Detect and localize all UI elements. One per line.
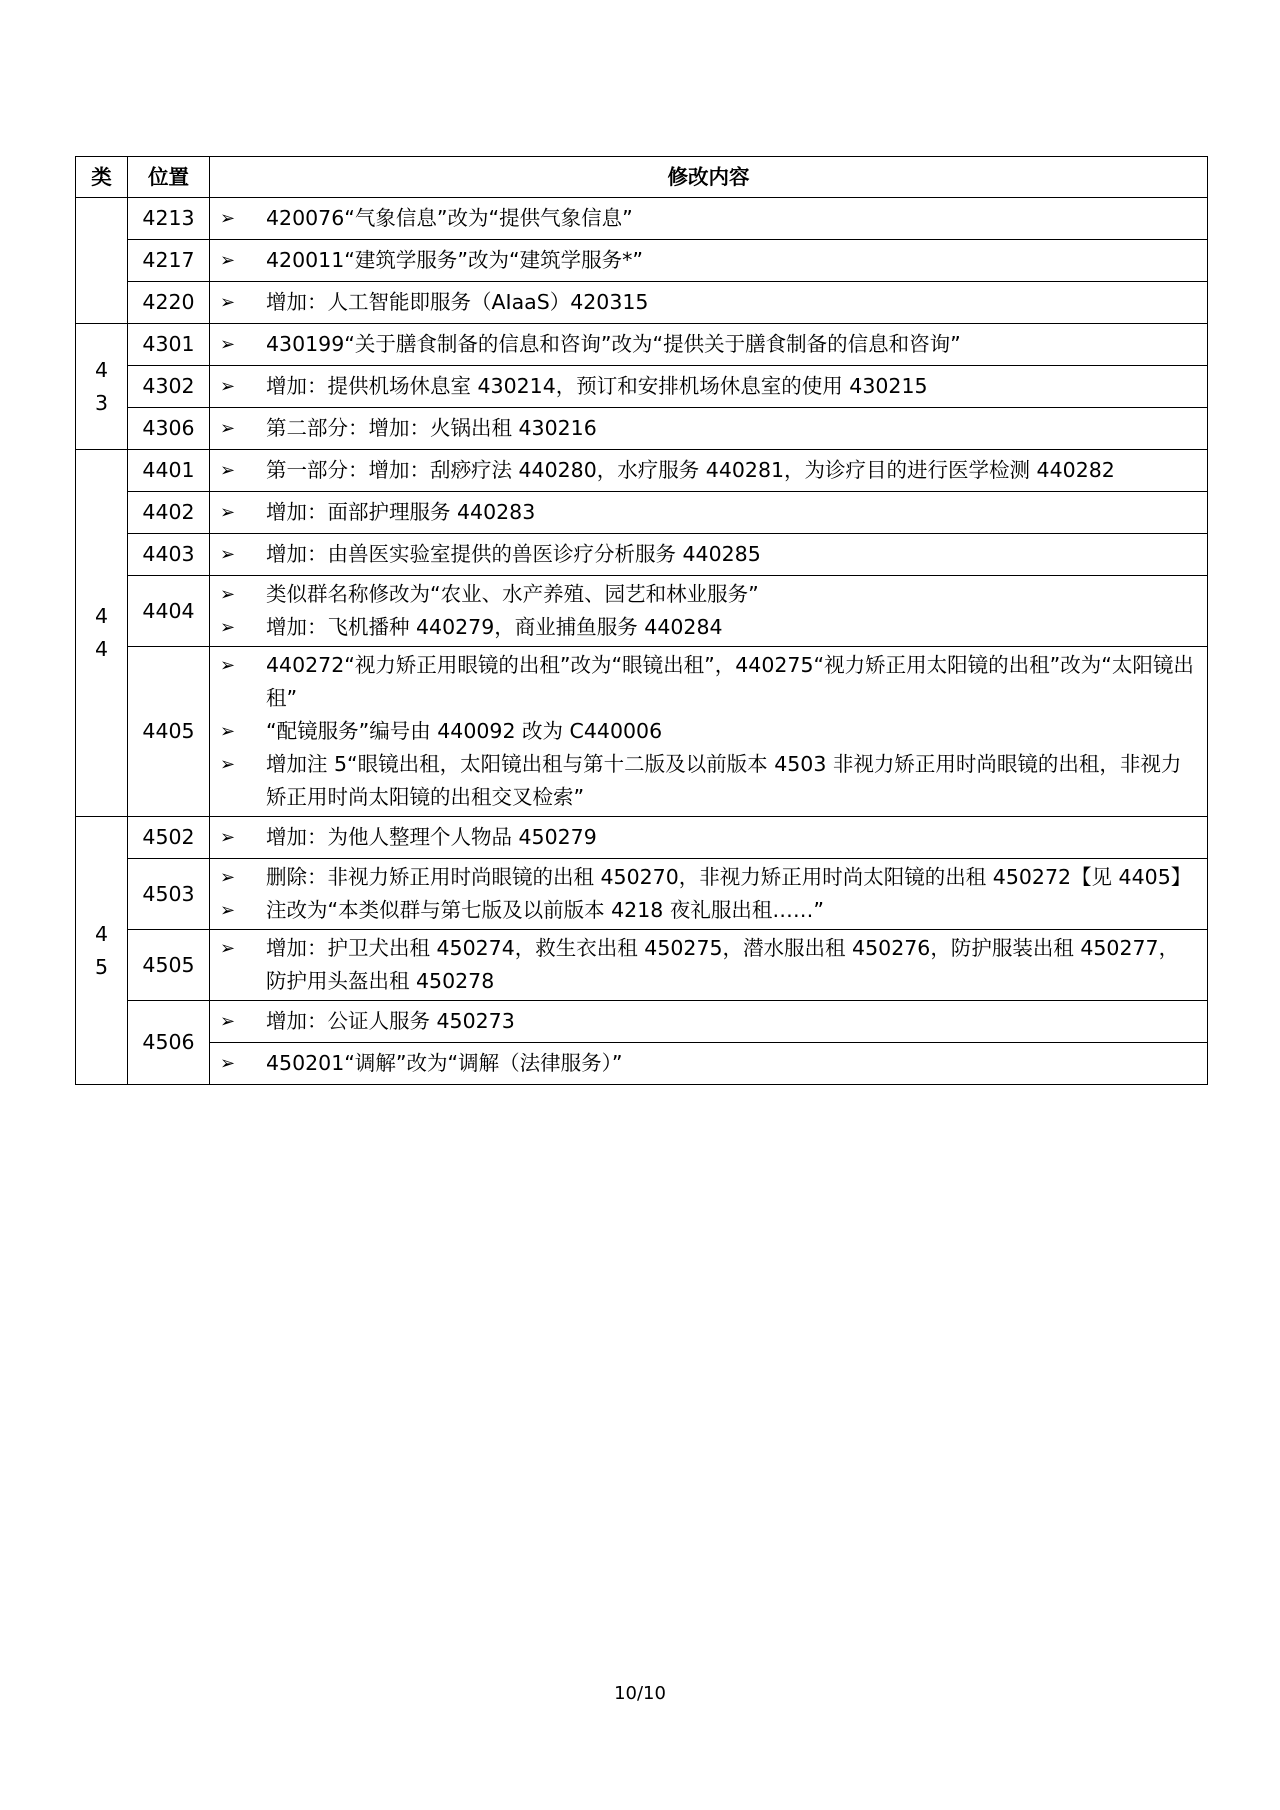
- position-cell: 4404: [128, 576, 210, 647]
- position-cell: 4503: [128, 859, 210, 930]
- list-item: [220, 894, 1197, 927]
- list-item: [220, 578, 1197, 611]
- arrow-bullet-icon: ➢: [220, 900, 236, 921]
- arrow-bullet-icon: ➢: [220, 544, 236, 565]
- arrow-bullet-icon: ➢: [220, 721, 236, 742]
- table-row: [76, 450, 1208, 492]
- table-row: [76, 282, 1208, 324]
- item-text: 增加：面部护理服务 440283: [266, 500, 536, 524]
- list-item: [220, 649, 1197, 715]
- arrow-bullet-icon: ➢: [220, 334, 236, 355]
- content-cell: [210, 240, 1208, 282]
- item-text: 440272“视力矫正用眼镜的出租”改为“眼镜出租”，440275“视力矫正用太阳镜的出租”改为“太阳镜出租”: [266, 653, 1194, 710]
- arrow-bullet-icon: ➢: [220, 292, 236, 313]
- arrow-bullet-icon: ➢: [220, 376, 236, 397]
- item-text: 增加：公证人服务 450273: [266, 1009, 515, 1033]
- class-digit: 5: [94, 954, 109, 979]
- item-text: 增加：飞机播种 440279，商业捕鱼服务 440284: [266, 615, 723, 639]
- content-cell: [210, 324, 1208, 366]
- content-cell: [210, 534, 1208, 576]
- arrow-bullet-icon: ➢: [220, 502, 236, 523]
- arrow-bullet-icon: ➢: [220, 418, 236, 439]
- content-cell: [210, 576, 1208, 647]
- content-cell: [210, 408, 1208, 450]
- list-item: [220, 370, 1197, 403]
- table-row: [76, 1043, 1208, 1085]
- position-cell: 4403: [128, 534, 210, 576]
- table-row: [76, 240, 1208, 282]
- list-item: [220, 496, 1197, 529]
- content-cell: [210, 1043, 1208, 1085]
- list-item: [220, 202, 1197, 235]
- list-item: [220, 821, 1197, 854]
- header-content: 修改内容: [210, 157, 1208, 198]
- position-cell: 4506: [128, 1001, 210, 1085]
- position-cell: 4402: [128, 492, 210, 534]
- position-cell: 4220: [128, 282, 210, 324]
- item-text: 增加：由兽医实验室提供的兽医诊疗分析服务 440285: [266, 542, 761, 566]
- class-digit: 4: [94, 921, 109, 946]
- content-cell: [210, 1001, 1208, 1043]
- header-position: 位置: [128, 157, 210, 198]
- table-row: [76, 1001, 1208, 1043]
- item-text: 增加注 5“眼镜出租，太阳镜出租与第十二版及以前版本 4503 非视力矫正用时尚眼镜的出租，非视力矫正用时尚太阳镜的出租交叉检索”: [266, 752, 1182, 809]
- table-header-row: [76, 157, 1208, 198]
- item-text: 420011“建筑学服务”改为“建筑学服务*”: [266, 248, 643, 272]
- list-item: [220, 412, 1197, 445]
- item-text: 增加：为他人整理个人物品 450279: [266, 825, 597, 849]
- item-text: 450201“调解”改为“调解（法律服务）”: [266, 1051, 623, 1075]
- arrow-bullet-icon: ➢: [220, 938, 236, 959]
- table-row: [76, 492, 1208, 534]
- class-digit: 4: [94, 604, 109, 628]
- table-row: [76, 198, 1208, 240]
- arrow-bullet-icon: ➢: [220, 1011, 236, 1032]
- class-digit: 4: [94, 637, 109, 661]
- arrow-bullet-icon: ➢: [220, 655, 236, 676]
- item-text: 430199“关于膳食制备的信息和咨询”改为“提供关于膳食制备的信息和咨询”: [266, 332, 961, 356]
- position-cell: 4213: [128, 198, 210, 240]
- table-row: [76, 576, 1208, 647]
- arrow-bullet-icon: ➢: [220, 208, 236, 229]
- modification-table: [75, 156, 1208, 1085]
- list-item: [220, 611, 1197, 644]
- item-text: 注改为“本类似群与第七版及以前版本 4218 夜礼服出租……”: [266, 898, 824, 922]
- position-cell: 4301: [128, 324, 210, 366]
- item-text: 第二部分：增加：火锅出租 430216: [266, 416, 597, 440]
- content-cell: [210, 859, 1208, 930]
- arrow-bullet-icon: ➢: [220, 1053, 236, 1074]
- page-number: 10/10: [614, 1683, 666, 1704]
- content-cell: [210, 930, 1208, 1001]
- item-text: “配镜服务”编号由 440092 改为 C440006: [266, 719, 663, 743]
- table-row: [76, 534, 1208, 576]
- arrow-bullet-icon: ➢: [220, 867, 236, 888]
- table-row: [76, 408, 1208, 450]
- class-cell: [76, 817, 128, 1085]
- list-item: [220, 932, 1197, 998]
- list-item: [220, 328, 1197, 361]
- position-cell: 4401: [128, 450, 210, 492]
- list-item: [220, 286, 1197, 319]
- arrow-bullet-icon: ➢: [220, 754, 236, 775]
- list-item: [220, 748, 1197, 814]
- item-text: 第一部分：增加：刮痧疗法 440280，水疗服务 440281，为诊疗目的进行医学检测 440282: [266, 458, 1115, 482]
- table-row: [76, 930, 1208, 1001]
- list-item: [220, 244, 1197, 277]
- table-row: [76, 324, 1208, 366]
- class-cell: [76, 450, 128, 817]
- position-cell: 4502: [128, 817, 210, 859]
- content-cell: [210, 492, 1208, 534]
- list-item: [220, 1005, 1197, 1038]
- item-text: 类似群名称修改为“农业、水产养殖、园艺和林业服务”: [266, 582, 759, 606]
- table-row: [76, 859, 1208, 930]
- arrow-bullet-icon: ➢: [220, 617, 236, 638]
- content-cell: [210, 647, 1208, 817]
- header-class: 类: [76, 157, 128, 198]
- position-cell: 4505: [128, 930, 210, 1001]
- position-cell: 4306: [128, 408, 210, 450]
- class-cell: [76, 198, 128, 324]
- content-cell: [210, 366, 1208, 408]
- position-cell: 4217: [128, 240, 210, 282]
- class-digit: 3: [94, 390, 109, 415]
- table-row: [76, 366, 1208, 408]
- item-text: 增加：护卫犬出租 450274，救生衣出租 450275，潜水服出租 450276，防护服装出租 450277，防护用头盔出租 450278: [266, 936, 1180, 993]
- table-row: [76, 817, 1208, 859]
- arrow-bullet-icon: ➢: [220, 460, 236, 481]
- arrow-bullet-icon: ➢: [220, 250, 236, 271]
- content-cell: [210, 198, 1208, 240]
- content-cell: [210, 282, 1208, 324]
- list-item: [220, 715, 1197, 748]
- item-text: 增加：人工智能即服务（AIaaS）420315: [266, 290, 649, 314]
- item-text: 删除：非视力矫正用时尚眼镜的出租 450270，非视力矫正用时尚太阳镜的出租 450272【见 4405】: [266, 865, 1192, 889]
- list-item: [220, 861, 1197, 894]
- list-item: [220, 538, 1197, 571]
- list-item: [220, 454, 1197, 487]
- position-cell: 4405: [128, 647, 210, 817]
- position-cell: 4302: [128, 366, 210, 408]
- list-item: [220, 1047, 1197, 1080]
- class-cell: [76, 324, 128, 450]
- content-cell: [210, 817, 1208, 859]
- item-text: 增加：提供机场休息室 430214，预订和安排机场休息室的使用 430215: [266, 374, 928, 398]
- arrow-bullet-icon: ➢: [220, 827, 236, 848]
- arrow-bullet-icon: ➢: [220, 584, 236, 605]
- table-row: [76, 647, 1208, 817]
- item-text: 420076“气象信息”改为“提供气象信息”: [266, 206, 633, 230]
- content-cell: [210, 450, 1208, 492]
- class-digit: 4: [94, 357, 109, 382]
